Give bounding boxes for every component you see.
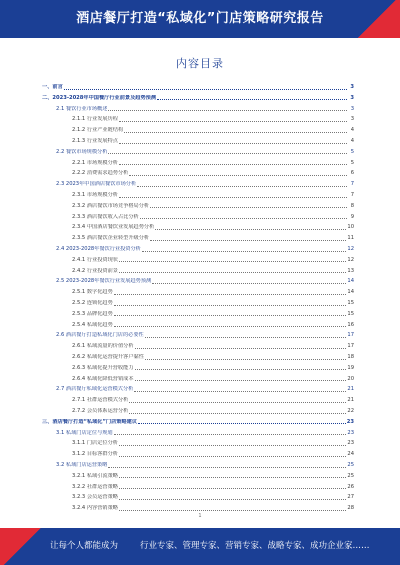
toc-entry[interactable] — [42, 494, 354, 502]
toc-heading: 内容目录 — [176, 57, 224, 70]
toc-entry-label: 2.1.3 行业发展特点 — [72, 137, 118, 144]
toc-entry-page: 25 — [347, 472, 354, 479]
toc-entry-label: 2.2 餐饮市场规模分析 — [56, 148, 108, 155]
toc-leader-dots — [114, 434, 347, 435]
toc-entry-label: 3.1 私域门店定位与规划 — [56, 429, 113, 436]
toc-entry-page: 22 — [347, 407, 354, 414]
toc-entry-label: 2.1 餐饮行业市场概述 — [56, 105, 108, 112]
toc-leader-dots — [114, 326, 347, 327]
report-footer — [0, 528, 400, 565]
toc-entry-label: 2.4 2023-2028年餐饮行业投资分析 — [56, 245, 141, 252]
toc-entry-page: 19 — [347, 364, 354, 371]
toc-leader-dots — [137, 186, 347, 187]
toc-entry-page: 14 — [347, 278, 354, 285]
footer-slogan-roles: 行业专家、管理专家、营销专家、战略专家、成功企业家…… — [140, 541, 370, 551]
toc-leader-dots — [150, 207, 347, 208]
toc-entry-label: 一、前言 — [42, 83, 63, 90]
toc-leader-dots — [64, 89, 347, 90]
toc-leader-dots — [129, 413, 346, 414]
toc-entry-label: 3.2.1 私域引流策略 — [72, 472, 118, 479]
toc-entry-label: 3.1.2 目标客群分析 — [72, 451, 118, 458]
toc-entry[interactable] — [42, 214, 354, 222]
toc-entry-page: 15 — [347, 310, 354, 317]
toc-entry-page: 24 — [347, 451, 354, 458]
toc-entry-page: 23 — [347, 440, 354, 447]
toc-leader-dots — [129, 402, 346, 403]
toc-leader-dots — [119, 488, 346, 489]
toc-entry-label: 2.6.4 私域化降低营销成本 — [72, 375, 134, 382]
toc-leader-dots — [124, 132, 347, 133]
toc-entry-page: 27 — [347, 494, 354, 501]
toc-leader-dots — [114, 305, 347, 306]
toc-entry[interactable] — [42, 181, 354, 189]
toc-entry-page: 20 — [347, 375, 354, 382]
toc-entry-page: 7 — [350, 181, 354, 188]
toc-entry-page: 14 — [347, 289, 354, 296]
toc-entry-page: 4 — [350, 137, 354, 144]
toc-entry-page: 3 — [350, 116, 354, 123]
toc-entry-page: 17 — [347, 343, 354, 350]
toc-entry[interactable] — [42, 289, 354, 297]
page-number: 1 — [198, 513, 202, 519]
toc-leader-dots — [119, 272, 346, 273]
toc-entry[interactable] — [42, 257, 354, 265]
toc-leader-dots — [145, 337, 347, 338]
toc-entry-label: 2.6.1 私域流量的价值分析 — [72, 343, 134, 350]
toc-entry-label: 2.5.4 私域化趋势 — [72, 321, 113, 328]
toc-leader-dots — [150, 240, 346, 241]
toc-entry[interactable] — [42, 484, 354, 492]
toc-entry[interactable] — [42, 451, 354, 459]
toc-leader-dots — [108, 110, 347, 111]
toc-entry-label: 三、酒店餐厅打造“私域化”门店策略建议 — [42, 418, 138, 425]
toc-entry[interactable] — [42, 430, 354, 438]
toc-entry-label: 2.5 2023-2028年餐饮行业发展趋势预测 — [56, 278, 152, 285]
toc-entry[interactable] — [42, 419, 354, 427]
toc-entry[interactable] — [42, 300, 354, 308]
toc-entry-page: 28 — [347, 505, 354, 512]
toc-entry[interactable] — [42, 138, 354, 146]
toc-leader-dots — [119, 164, 347, 165]
toc-entry[interactable] — [42, 127, 354, 135]
toc-entry[interactable] — [42, 203, 354, 211]
toc-entry[interactable] — [42, 235, 354, 243]
toc-leader-dots — [114, 315, 347, 316]
toc-entry-label: 2.7.2 会员体系运营分析 — [72, 407, 129, 414]
toc-entry-label: 2.5.2 连锁化趋势 — [72, 299, 113, 306]
toc-entry-label: 3.2.3 会员运营策略 — [72, 494, 118, 501]
toc-entry-page: 5 — [350, 159, 354, 166]
toc-leader-dots — [138, 423, 346, 424]
toc-leader-dots — [119, 499, 346, 500]
toc-entry-label: 2.6 酒店餐厅打造私域化门店的必要性 — [56, 332, 144, 339]
toc-entry-page: 12 — [347, 245, 354, 252]
toc-entry[interactable] — [42, 365, 354, 373]
toc-leader-dots — [152, 283, 346, 284]
toc-leader-dots — [119, 477, 346, 478]
toc-entry[interactable] — [42, 116, 354, 124]
toc-entry[interactable] — [42, 505, 354, 513]
toc-entry[interactable] — [42, 246, 354, 254]
toc-entry-label: 3.2.4 内容营销策略 — [72, 505, 118, 512]
toc-entry[interactable] — [42, 84, 354, 92]
toc-entry-page: 16 — [347, 321, 354, 328]
toc-entry[interactable] — [42, 397, 354, 405]
toc-entry-label: 2.6.3 私域化提升营收能力 — [72, 364, 134, 371]
report-title: 酒店餐厅打造“私域化”门店策略研究报告 — [76, 11, 324, 26]
toc-entry-page: 21 — [347, 386, 354, 393]
toc-entry-page: 8 — [350, 202, 354, 209]
toc-entry[interactable] — [42, 224, 354, 232]
toc-leader-dots — [119, 197, 347, 198]
toc-entry-page: 25 — [347, 461, 354, 468]
toc-entry-page: 15 — [347, 299, 354, 306]
table-of-contents — [42, 84, 354, 524]
toc-entry-page: 26 — [347, 483, 354, 490]
toc-entry-page: 18 — [347, 353, 354, 360]
toc-leader-dots — [119, 445, 346, 446]
toc-entry-page: 13 — [347, 267, 354, 274]
toc-entry-page: 7 — [350, 191, 354, 198]
toc-entry-page: 23 — [347, 429, 354, 436]
toc-entry[interactable] — [42, 354, 354, 362]
toc-entry-page: 9 — [350, 213, 354, 220]
toc-entry-label: 2.2.2 消费需求趋势分析 — [72, 170, 129, 177]
toc-entry-page: 3 — [350, 83, 354, 90]
toc-entry-label: 2.7 酒店餐厅私域化运营模式分析 — [56, 386, 134, 393]
footer-red-accent — [0, 528, 44, 565]
toc-leader-dots — [135, 369, 347, 370]
toc-leader-dots — [108, 153, 347, 154]
toc-entry-label: 二、2023-2028年中国餐厅行业前景及趋势预测 — [42, 94, 157, 101]
toc-entry-page: 17 — [347, 332, 354, 339]
toc-entry-label: 2.3.3 酒店餐饮收入占比分析 — [72, 213, 139, 220]
toc-entry[interactable] — [42, 408, 354, 416]
toc-entry-page: 6 — [350, 170, 354, 177]
toc-entry-label: 2.3.4 中国酒店餐饮业发展趋势分析 — [72, 224, 155, 231]
toc-entry-label: 2.1.1 行业发展历程 — [72, 116, 118, 123]
toc-leader-dots — [157, 99, 347, 100]
footer-slogan-lead: 让每个人都能成为 — [50, 541, 119, 551]
toc-entry[interactable] — [42, 311, 354, 319]
toc-entry-label: 3.2 私域门店运营策略 — [56, 461, 108, 468]
toc-entry[interactable] — [42, 170, 354, 178]
toc-entry[interactable] — [42, 376, 354, 384]
toc-leader-dots — [119, 143, 347, 144]
toc-entry[interactable] — [42, 149, 354, 157]
toc-entry-page: 21 — [347, 397, 354, 404]
toc-entry[interactable] — [42, 278, 354, 286]
toc-entry[interactable] — [42, 332, 354, 340]
toc-entry-label: 2.6.2 私域化运营提升客户黏性 — [72, 353, 144, 360]
toc-entry-label: 2.1.2 行业产业链结构 — [72, 127, 124, 134]
toc-entry-label: 2.2.1 市场规模分析 — [72, 159, 118, 166]
toc-entry-label: 2.4.1 行业投资现状 — [72, 256, 118, 263]
toc-leader-dots — [134, 391, 346, 392]
toc-entry[interactable] — [42, 95, 354, 103]
toc-entry[interactable] — [42, 160, 354, 168]
toc-entry[interactable] — [42, 386, 354, 394]
toc-leader-dots — [145, 359, 346, 360]
toc-entry-page: 11 — [347, 235, 354, 242]
toc-leader-dots — [129, 175, 347, 176]
toc-entry-page: 3 — [350, 105, 354, 112]
toc-entry-page: 5 — [350, 148, 354, 155]
toc-entry[interactable] — [42, 106, 354, 114]
toc-leader-dots — [142, 251, 347, 252]
toc-entry-page: 12 — [347, 256, 354, 263]
toc-leader-dots — [114, 294, 347, 295]
toc-entry-label: 2.3 2023年中国酒店餐饮市场分析 — [56, 181, 137, 188]
toc-leader-dots — [135, 380, 347, 381]
toc-entry-label: 2.3.1 市场规模分析 — [72, 191, 118, 198]
toc-entry-label: 2.4.2 行业投资前景 — [72, 267, 118, 274]
toc-entry[interactable] — [42, 462, 354, 470]
toc-entry-label: 2.5.3 品牌化趋势 — [72, 310, 113, 317]
toc-leader-dots — [119, 121, 347, 122]
report-header — [0, 0, 400, 38]
toc-leader-dots — [140, 218, 347, 219]
toc-entry-page: 23 — [346, 418, 354, 425]
toc-leader-dots — [155, 229, 346, 230]
toc-entry-label: 2.5.1 数字化趋势 — [72, 289, 113, 296]
toc-leader-dots — [135, 348, 347, 349]
toc-leader-dots — [119, 261, 346, 262]
toc-entry[interactable] — [42, 192, 354, 200]
toc-entry-page: 3 — [350, 94, 354, 101]
toc-entry[interactable] — [42, 268, 354, 276]
toc-entry-label: 2.3.2 酒店餐饮市场竞争格局分析 — [72, 202, 150, 209]
toc-leader-dots — [119, 510, 346, 511]
footer-slogan — [50, 528, 370, 565]
toc-entry-label: 2.3.5 酒店餐饮企业转型升级分析 — [72, 235, 150, 242]
toc-entry-label: 3.2.2 社群运营策略 — [72, 483, 118, 490]
toc-leader-dots — [108, 467, 346, 468]
toc-entry-page: 4 — [350, 127, 354, 134]
toc-entry[interactable] — [42, 473, 354, 481]
toc-entry-label: 2.7.1 社群运营模式分析 — [72, 397, 129, 404]
toc-entry-label: 3.1.1 门店定位分析 — [72, 440, 118, 447]
toc-entry[interactable] — [42, 322, 354, 330]
toc-leader-dots — [119, 456, 346, 457]
toc-entry[interactable] — [42, 343, 354, 351]
toc-entry-page: 10 — [347, 224, 354, 231]
toc-entry[interactable] — [42, 440, 354, 448]
